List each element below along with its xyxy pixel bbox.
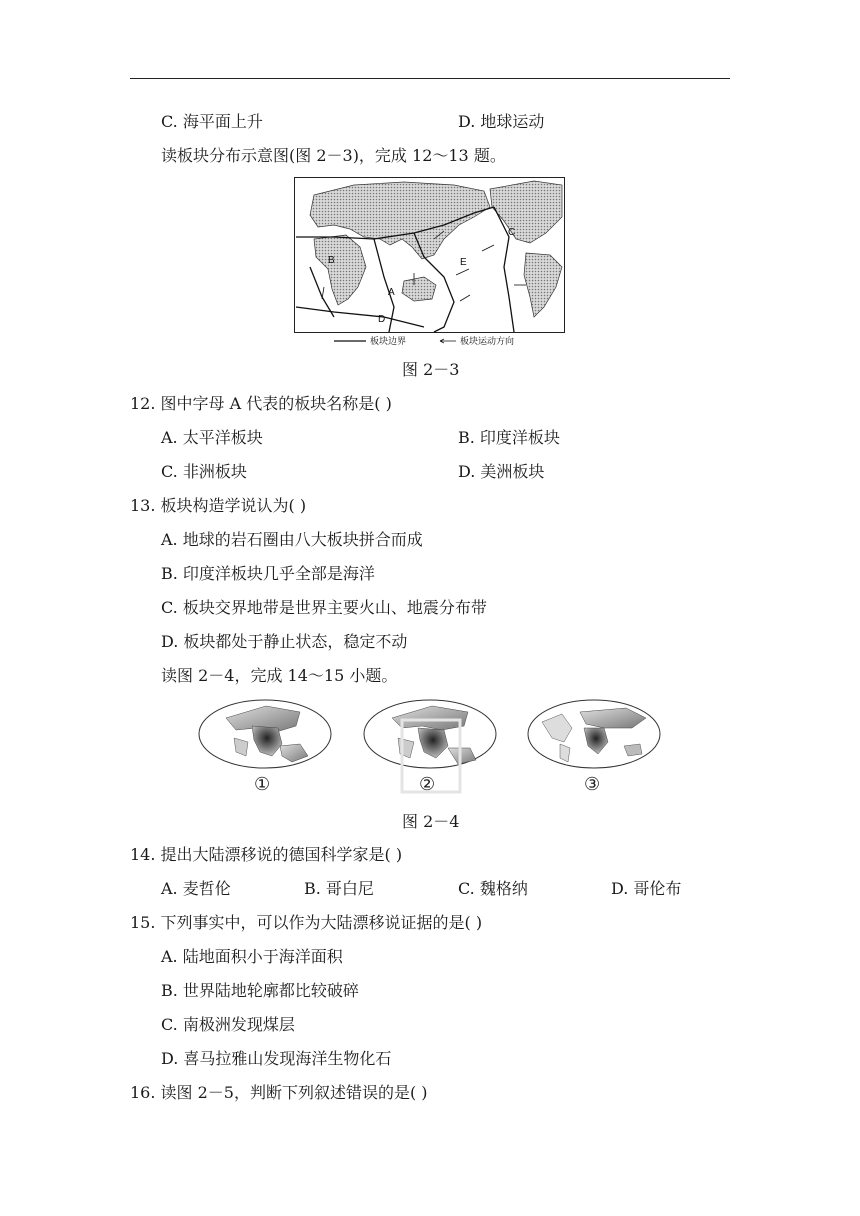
q12-option-c: C. 非洲板块 xyxy=(161,462,247,481)
q12-option-b: B. 印度洋板块 xyxy=(458,428,560,447)
plate-letter-a: A xyxy=(388,287,395,298)
legend-direction-label: 板块运动方向 xyxy=(460,336,515,346)
q15-option-b: B. 世界陆地轮廓都比较破碎 xyxy=(161,981,359,1000)
fig24-intro: 读图 2－4，完成 14～15 小题。 xyxy=(161,666,398,685)
q14-stem: 14. 提出大陆漂移说的德国科学家是( ) xyxy=(130,845,403,864)
q11-option-d: D. 地球运动 xyxy=(458,112,545,131)
plate-letter-c: C xyxy=(508,227,516,238)
fig24-caption: 图 2－4 xyxy=(402,812,460,831)
q14-option-b: B. 哥白尼 xyxy=(304,879,374,898)
fig23-intro: 读板块分布示意图(图 2－3)，完成 12～13 题。 xyxy=(161,146,506,165)
q15-stem: 15. 下列事实中，可以作为大陆漂移说证据的是( ) xyxy=(130,913,483,932)
header-rule xyxy=(130,78,730,79)
plate-letter-d: D xyxy=(378,314,386,325)
q15-option-c: C. 南极洲发现煤层 xyxy=(161,1015,295,1034)
q15-option-d: D. 喜马拉雅山发现海洋生物化石 xyxy=(161,1049,392,1068)
plate-map-figure xyxy=(294,177,566,349)
legend-boundary-label: 板块边界 xyxy=(370,336,407,346)
q13-option-d: D. 板块都处于静止状态，稳定不动 xyxy=(161,632,408,651)
drift-label-1: ① xyxy=(254,774,271,794)
q13-option-b: B. 印度洋板块几乎全部是海洋 xyxy=(161,564,375,583)
q13-option-c: C. 板块交界地带是世界主要火山、地震分布带 xyxy=(161,598,487,617)
drift-label-2: ② xyxy=(419,774,436,794)
drift-label-3: ③ xyxy=(584,774,601,794)
plate-letter-b: B xyxy=(328,255,335,266)
q14-option-a: A. 麦哲伦 xyxy=(161,879,231,898)
q16-stem: 16. 读图 2－5，判断下列叙述错误的是( ) xyxy=(130,1083,428,1102)
q13-option-a: A. 地球的岩石圈由八大板块拼合而成 xyxy=(161,530,423,549)
q13-stem: 13. 板块构造学说认为( ) xyxy=(130,496,307,515)
q14-option-c: C. 魏格纳 xyxy=(458,879,528,898)
fig23-caption: 图 2－3 xyxy=(402,360,460,379)
plate-letter-e: E xyxy=(460,257,467,268)
q12-stem: 12. 图中字母 A 代表的板块名称是( ) xyxy=(130,394,392,413)
legend-direction-arrow xyxy=(440,339,456,343)
q15-option-a: A. 陆地面积小于海洋面积 xyxy=(161,947,343,966)
q12-option-d: D. 美洲板块 xyxy=(458,462,545,481)
q11-option-c: C. 海平面上升 xyxy=(161,112,263,131)
q12-option-a: A. 太平洋板块 xyxy=(161,428,263,447)
continental-drift-figure xyxy=(196,698,664,798)
q14-option-d: D. 哥伦布 xyxy=(611,879,682,898)
